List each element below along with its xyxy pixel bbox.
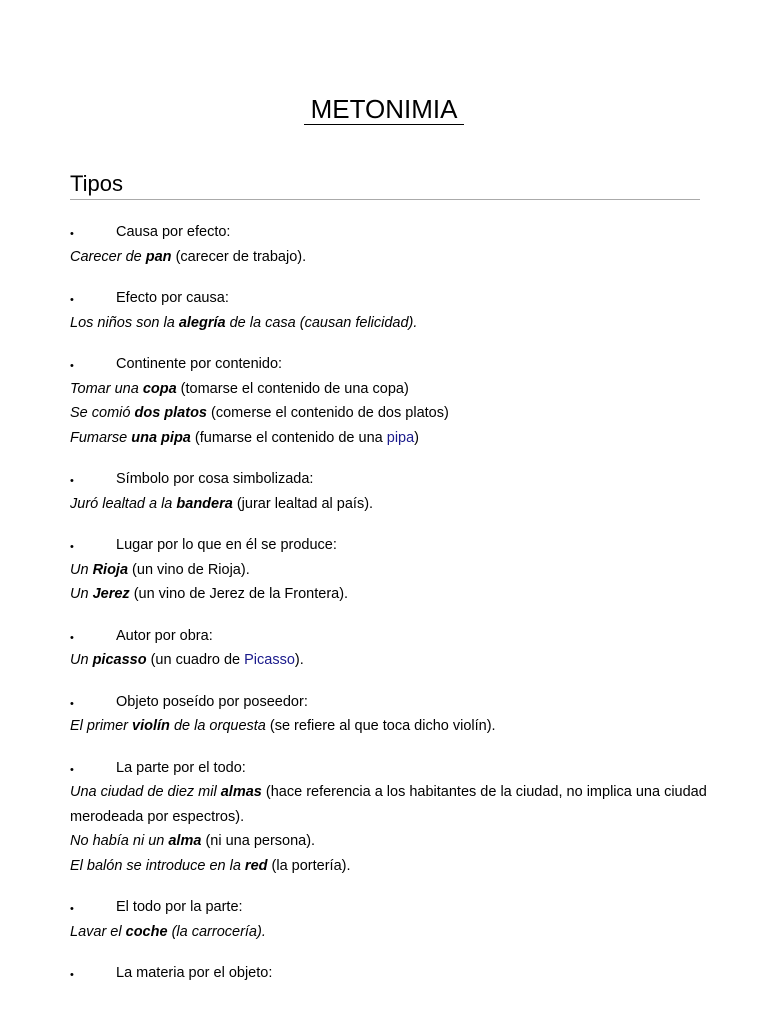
example-explanation: (se refiere al que toca dicho violín). <box>265 718 496 734</box>
example-italic: El primer <box>70 718 133 734</box>
type-label: La parte por el todo: <box>116 759 246 776</box>
metonymy-types-list <box>70 220 710 1003</box>
example-line <box>70 426 710 451</box>
list-item <box>70 690 710 739</box>
bullet-line <box>70 533 710 558</box>
example-line <box>70 854 710 879</box>
list-item <box>70 624 710 673</box>
example-line <box>70 311 710 336</box>
example-line <box>70 245 710 270</box>
page-title <box>0 92 768 126</box>
example-italic: Una ciudad de diez mil <box>70 784 221 800</box>
example-explanation: (jurar lealtad al país). <box>232 495 374 512</box>
example-explanation: (un vino de Jerez de la Frontera). <box>129 586 349 602</box>
example-explanation: (ni una persona). <box>201 833 316 849</box>
example-keyword: dos platos <box>134 405 207 421</box>
page-title-text: METONIMIA <box>310 94 458 124</box>
example-explanation: (un cuadro de <box>146 652 245 668</box>
type-label: Lugar por lo que en él se produce: <box>116 537 337 553</box>
example-line <box>70 648 710 673</box>
list-item <box>70 961 710 986</box>
type-label: Continente por contenido: <box>116 356 283 372</box>
example-line <box>70 714 710 739</box>
example-explanation: (comerse el contenido de dos platos) <box>207 405 449 421</box>
example-italic: de la orquesta <box>169 718 266 734</box>
bullet-line <box>70 690 710 715</box>
example-keyword: almas <box>220 784 262 800</box>
bullet-icon: • <box>70 475 74 487</box>
bullet-line <box>70 624 710 649</box>
example-keyword: coche <box>125 923 168 940</box>
type-label: Autor por obra: <box>116 627 213 644</box>
bullet-icon: • <box>70 294 74 306</box>
example-explanation: (tomarse el contenido de una copa) <box>176 380 409 397</box>
example-italic: (la carrocería). <box>167 923 266 940</box>
type-label: Efecto por causa: <box>116 290 229 306</box>
example-italic: Un <box>70 561 93 578</box>
bullet-icon: • <box>70 360 74 372</box>
example-explanation: (un vino de Rioja). <box>128 561 250 578</box>
bullet-icon: • <box>70 969 74 981</box>
type-label: La materia por el objeto: <box>116 965 273 981</box>
example-italic: de la casa (causan felicidad). <box>225 314 418 331</box>
example-explanation: (la portería). <box>267 857 351 874</box>
bullet-line <box>70 756 710 781</box>
example-line <box>70 582 710 607</box>
example-line <box>70 829 710 854</box>
list-item <box>70 467 710 516</box>
bullet-icon: • <box>70 631 74 644</box>
example-line <box>70 492 710 517</box>
bullet-icon: • <box>70 903 74 915</box>
example-italic: No había ni un <box>70 833 169 849</box>
bullet-icon: • <box>70 697 74 710</box>
heading-rule <box>70 199 700 200</box>
example-line <box>70 920 710 945</box>
example-keyword: alegría <box>178 314 226 331</box>
example-line <box>70 377 710 402</box>
example-keyword: alma <box>168 833 202 849</box>
bullet-icon: • <box>70 763 74 776</box>
example-keyword: una pipa <box>131 429 191 446</box>
example-link[interactable]: pipa <box>386 429 415 446</box>
example-explanation: (hace referencia a los habitantes de la ciudad, no implica una ciudad merodeada por espectros). <box>70 784 707 825</box>
example-keyword: bandera <box>176 495 233 512</box>
example-italic: Fumarse <box>70 429 132 446</box>
example-keyword: pan <box>145 248 172 265</box>
example-keyword: copa <box>142 380 177 397</box>
example-keyword: picasso <box>92 652 147 668</box>
section-heading: Tipos <box>70 171 123 196</box>
bullet-icon: • <box>70 541 74 553</box>
example-italic: Un <box>70 586 93 602</box>
list-item <box>70 533 710 607</box>
example-italic: Lavar el <box>70 923 126 940</box>
bullet-line <box>70 467 710 492</box>
title-double-underline <box>304 124 464 125</box>
example-explanation: ). <box>294 652 304 668</box>
example-line <box>70 558 710 583</box>
type-label: Símbolo por cosa simbolizada: <box>116 471 314 487</box>
example-line <box>70 780 710 829</box>
example-link[interactable]: Picasso <box>244 652 295 668</box>
list-item <box>70 220 710 269</box>
example-italic: Juró lealtad a la <box>70 495 177 512</box>
type-label: Causa por efecto: <box>116 224 231 240</box>
example-explanation: ) <box>414 429 420 446</box>
type-label: Objeto poseído por poseedor: <box>116 693 308 710</box>
example-explanation: (fumarse el contenido de una <box>190 429 387 446</box>
example-keyword: red <box>244 857 268 874</box>
bullet-line <box>70 286 710 311</box>
example-italic: Los niños son la <box>70 314 179 331</box>
example-keyword: violín <box>132 718 170 734</box>
example-keyword: Rioja <box>92 561 129 578</box>
bullet-icon: • <box>70 228 74 240</box>
example-italic: Un <box>70 652 93 668</box>
example-italic: Tomar una <box>70 380 143 397</box>
bullet-line <box>70 895 710 920</box>
bullet-line <box>70 352 710 377</box>
example-keyword: Jerez <box>92 586 130 602</box>
list-item <box>70 352 710 450</box>
list-item <box>70 756 710 879</box>
example-line <box>70 401 710 426</box>
type-label: El todo por la parte: <box>116 899 243 915</box>
list-item <box>70 895 710 944</box>
bullet-line <box>70 961 710 986</box>
example-italic: El balón se introduce en la <box>70 857 245 874</box>
example-italic: Se comió <box>70 405 135 421</box>
example-explanation: (carecer de trabajo). <box>171 248 307 265</box>
list-item <box>70 286 710 335</box>
bullet-line <box>70 220 710 245</box>
example-italic: Carecer de <box>70 248 146 265</box>
